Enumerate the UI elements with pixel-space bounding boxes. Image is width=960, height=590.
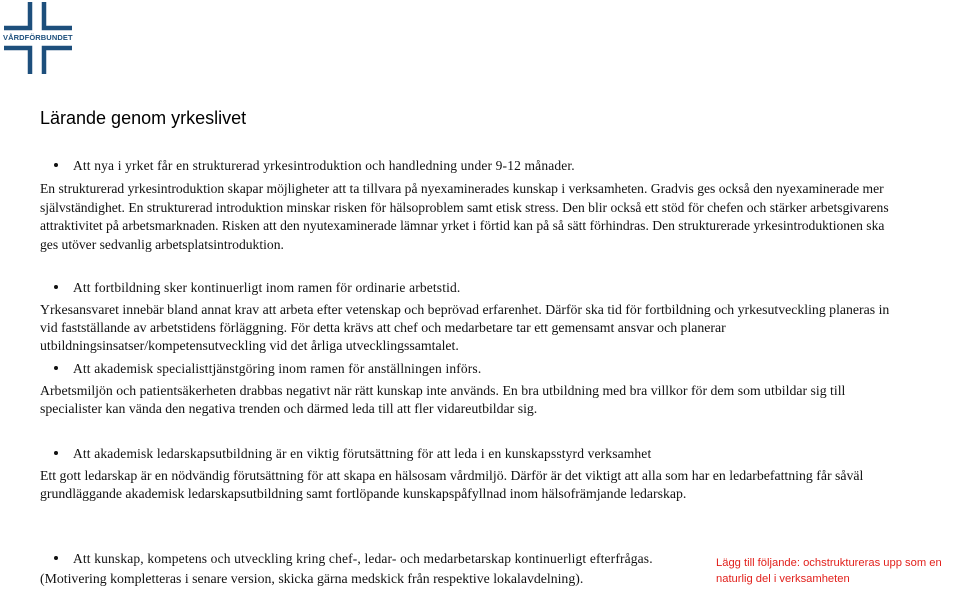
bullet-item <box>56 550 653 567</box>
bullet-dot-icon <box>54 366 58 370</box>
paragraph: Arbetsmiljön och patientsäkerheten drabbas negativt när rätt kunskap inte används. En bra utbildning med bra villkor för dem som utbildar sig till specialister kan vända den negativa trenden och därmed leda till att fler vidareutbildar sig. <box>40 383 846 416</box>
vardforbundet-logo <box>0 0 76 76</box>
bullet-item <box>56 445 651 462</box>
bullet-dot-icon <box>54 163 58 167</box>
paragraph: Ett gott ledarskap är en nödvändig förutsättning för att skapa en hälsosam vårdmiljö. Därför är det viktigt att alla som har en ledarbefattning får såväl grundläggande akademisk ledarskapsutbildning samt fortlöpande kunskapspåfyllnad inom hälsofrämjande ledarskap. <box>40 468 864 501</box>
review-comment: Lägg till följande: ochstruktureras upp som en naturlig del i verksamheten <box>716 557 942 585</box>
logo-text: VÅRDFÖRBUNDET <box>3 33 73 42</box>
bullet-text: Att kunskap, kompetens och utveckling kring chef-, ledar- och medarbetarskap kontinuerligt efterfrågas. <box>73 551 653 566</box>
bullet-item <box>56 279 460 296</box>
bullet-dot-icon <box>54 285 58 289</box>
bullet-dot-icon <box>54 451 58 455</box>
paragraph: En strukturerad yrkesintroduktion skapar möjligheter att ta tillvara på nyexaminerades kunskap i verksamheten. Gradvis ges också den nyexaminerade mer självständighet. En strukturerad introduktion minskar risken för hälsoproblem samt etisk stress. Den blir också ett stöd för chefen och stärker arbetsgivarens attraktivitet på arbetsmarknaden. Risken att den nyutexaminerade lämnar yrket i förtid kan på så sätt förhindras. Den strukturerade yrkesintroduktionen ska ges utöver sedvanlig arbetsplatsintroduktion. <box>40 181 889 252</box>
bullet-text: Att akademisk ledarskapsutbildning är en viktig förutsättning för att leda i en kunskapsstyrd verksamhet <box>73 446 652 461</box>
bullet-dot-icon <box>54 556 58 560</box>
bullet-text: Att fortbildning sker kontinuerligt inom ramen för ordinarie arbetstid. <box>73 280 461 295</box>
paragraph: Yrkesansvaret innebär bland annat krav att arbeta efter vetenskap och beprövad erfarenhet. Därför ska tid för fortbildning och yrkesutveckling planeras in vid fastställande av arbetstidens förläggning. För detta krävs att chef och medarbetare tar ett gemensamt ansvar och planerar utbildningsinsatser/kompetensutveckling vid det årliga utvecklingssamtalet. <box>40 302 890 353</box>
page-title: Lärande genom yrkeslivet <box>40 108 247 128</box>
bullet-text: Att nya i yrket får en strukturerad yrkesintroduktion och handledning under 9-12 månader. <box>73 158 575 173</box>
bullet-item <box>56 157 575 174</box>
bullet-text: Att akademisk specialisttjänstgöring inom ramen för anställningen införs. <box>73 361 482 376</box>
paragraph: (Motivering kompletteras i senare version, skicka gärna medskick från respektive lokalavdelning). <box>40 571 584 586</box>
bullet-item <box>56 360 481 377</box>
